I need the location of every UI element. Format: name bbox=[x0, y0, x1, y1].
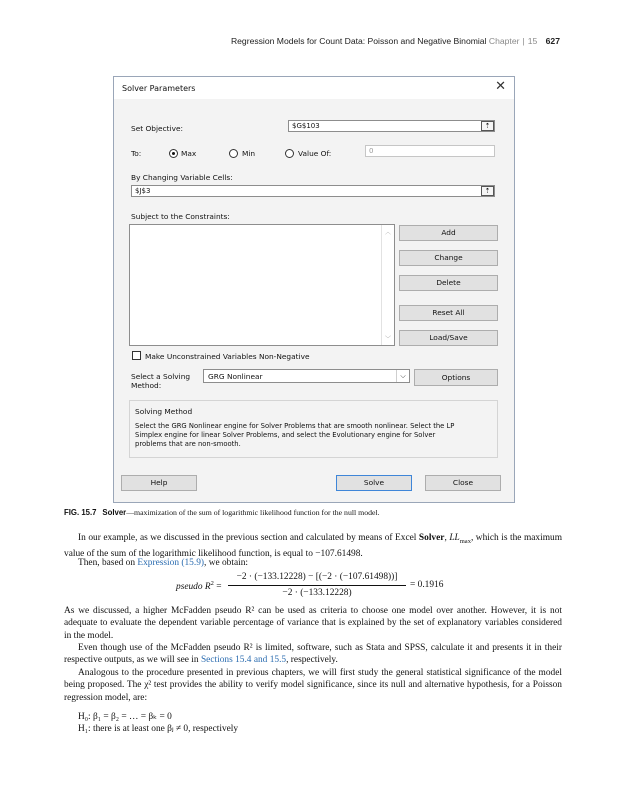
paragraph-3: As we discussed, a higher McFadden pseudo R² can be used as criteria to choose one model over another. However, it is not adequate to evaluate the dependent variable percentage of variance that is explained by the set of explanatory variables considered in the model. bbox=[64, 606, 562, 641]
constraints-scrollbar[interactable]: ︿ ﹀ bbox=[381, 225, 394, 345]
caption-bold: Solver bbox=[102, 508, 127, 517]
set-objective-label: Set Objective: bbox=[131, 124, 184, 133]
solve-button[interactable]: Solve bbox=[336, 475, 412, 491]
solving-method-group bbox=[129, 400, 498, 458]
constraints-label: Subject to the Constraints: bbox=[131, 212, 230, 221]
paragraph-5: Analogous to the procedure presented in previous chapters, we will first study the general statistical significance of the model being proposed. The χ² test provides the ability to verify model significance, since its null and alternative hypothesis, for a Poisson regression model, are: bbox=[64, 668, 562, 703]
dialog-title: Solver Parameters bbox=[122, 84, 196, 93]
change-button[interactable]: Change bbox=[399, 250, 498, 266]
solving-method-desc-3: problems that are non-smooth. bbox=[135, 440, 241, 448]
null-hypothesis: H₀: β₁ = β₂ = … = βₖ = 0 bbox=[78, 712, 172, 722]
formula-lhs: pseudo R bbox=[176, 582, 211, 593]
delete-button[interactable]: Delete bbox=[399, 275, 498, 291]
to-label: To: bbox=[131, 149, 142, 158]
paragraph-2: Then, based on Expression (15.9), we obtain: bbox=[78, 558, 249, 568]
help-button[interactable]: Help bbox=[121, 475, 197, 491]
solving-method-desc-1: Select the GRG Nonlinear engine for Solver Problems that are smooth nonlinear. Select the LP bbox=[135, 422, 455, 430]
running-title: Regression Models for Count Data: Poisson and Negative Binomial bbox=[230, 36, 487, 46]
objective-input[interactable]: $G$103 bbox=[288, 120, 495, 132]
chevron-down-icon: ⌵ bbox=[396, 370, 409, 382]
changing-cells-collapse-icon[interactable]: ⇡ bbox=[481, 186, 494, 196]
constraints-list[interactable] bbox=[129, 224, 395, 346]
value-of-label: Value Of: bbox=[298, 149, 332, 158]
close-icon[interactable]: ✕ bbox=[495, 79, 506, 94]
unconstrained-checkbox[interactable] bbox=[132, 351, 141, 360]
solving-method-label-1: Select a Solving bbox=[131, 372, 191, 381]
options-button[interactable]: Options bbox=[414, 369, 498, 386]
page-number: 627 bbox=[545, 36, 560, 46]
figure-caption bbox=[64, 508, 380, 517]
formula-result: = 0.1916 bbox=[410, 580, 444, 590]
max-radio[interactable] bbox=[169, 149, 178, 158]
unconstrained-label: Make Unconstrained Variables Non-Negative bbox=[145, 352, 310, 361]
reset-all-button[interactable]: Reset All bbox=[399, 305, 498, 321]
running-header: Regression Models for Count Data: Poisson and Negative Binomial Chapter | 15 627 bbox=[230, 36, 560, 46]
paragraph-1: In our example, as we discussed in the previous section and calculated by means of Excel Solver, $LL_{max}$, which is the maximum value of the sum of the logarithmic likelihood function, is equal to −107.61498. bbox=[64, 533, 562, 560]
solving-method-value: GRG Nonlinear bbox=[208, 372, 263, 381]
figure-label: FIG. 15.7 bbox=[64, 508, 97, 517]
expression-link[interactable]: Expression (15.9) bbox=[137, 558, 205, 568]
chapter-label: Chapter bbox=[488, 36, 520, 46]
max-label: Max bbox=[181, 149, 197, 158]
close-button[interactable]: Close bbox=[425, 475, 501, 491]
add-button[interactable]: Add bbox=[399, 225, 498, 241]
solver-dialog bbox=[113, 76, 515, 503]
chapter-number: 15 bbox=[527, 36, 538, 46]
load-save-button[interactable]: Load/Save bbox=[399, 330, 498, 346]
dialog-titlebar bbox=[114, 77, 514, 99]
formula-numerator: −2 · (−133.12228) − [(−2 · (−107.61498))] bbox=[236, 572, 398, 582]
objective-collapse-icon[interactable]: ⇡ bbox=[481, 121, 494, 131]
changing-cells-label: By Changing Variable Cells: bbox=[131, 173, 233, 182]
caption-text: —maximization of the sum of logarithmic likelihood function for the null model. bbox=[126, 508, 380, 517]
paragraph-4: Even though use of the McFadden pseudo R² is limited, software, such as Stata and SPSS, calculate it and presents it in their respective outputs, as we will see in Sections 15.4 and 15.5, respectively. bbox=[64, 643, 562, 666]
solving-method-title: Solving Method bbox=[135, 407, 193, 416]
min-label: Min bbox=[242, 149, 256, 158]
solving-method-select[interactable] bbox=[203, 369, 410, 383]
changing-cells-input[interactable]: $J$3 bbox=[131, 185, 495, 197]
value-of-input[interactable]: 0 bbox=[365, 145, 495, 157]
value-of-radio[interactable] bbox=[285, 149, 294, 158]
solving-method-desc-2: Simplex engine for linear Solver Problems, and select the Evolutionary engine for Solver bbox=[135, 431, 436, 439]
formula-denominator: −2 · (−133.12228) bbox=[282, 588, 352, 598]
solving-method-label-2: Method: bbox=[131, 381, 162, 390]
min-radio[interactable] bbox=[229, 149, 238, 158]
sections-link[interactable]: Sections 15.4 and 15.5 bbox=[200, 655, 287, 666]
alternative-hypothesis: H₁: there is at least one βⱼ ≠ 0, respectively bbox=[78, 724, 239, 734]
